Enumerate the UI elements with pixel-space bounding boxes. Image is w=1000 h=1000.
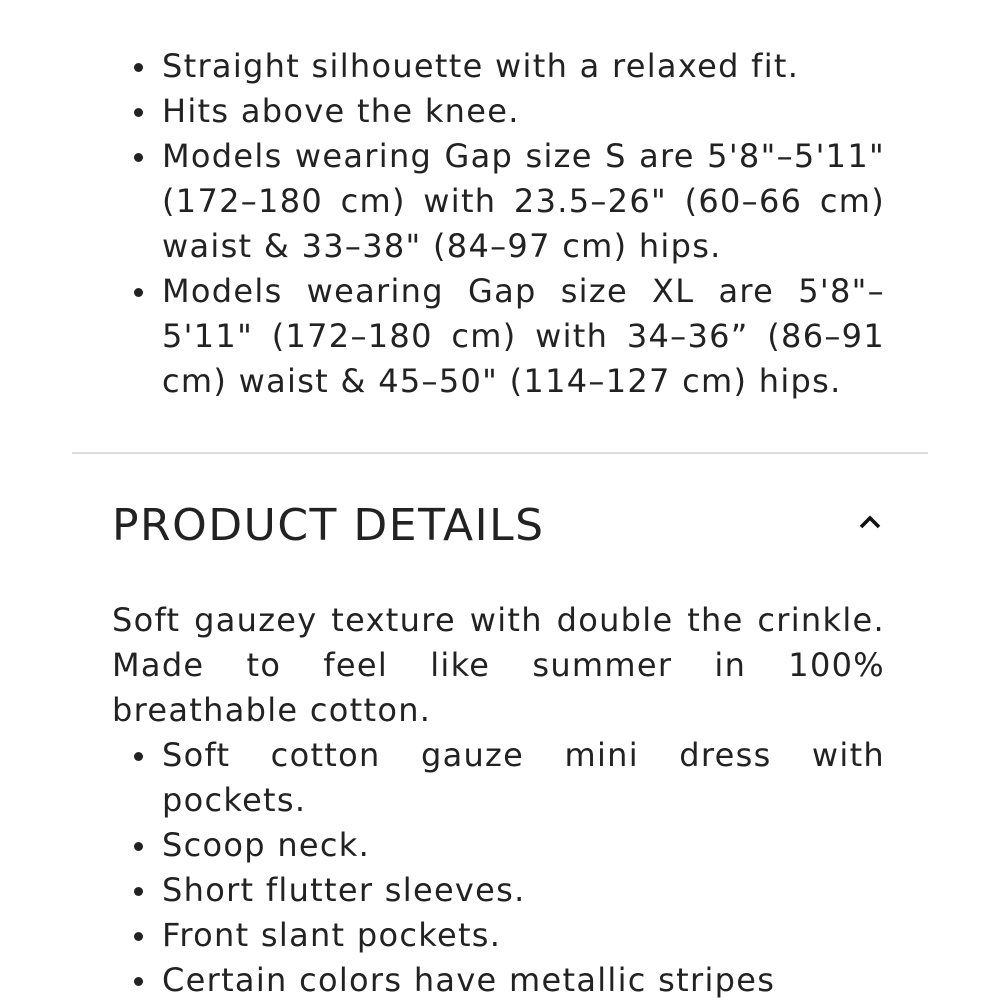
list-item xyxy=(112,733,885,823)
list-item xyxy=(112,44,885,89)
list-item-text: Front slant pockets. xyxy=(162,916,502,954)
fit-details-list xyxy=(112,44,885,404)
list-item xyxy=(112,868,885,913)
list-item xyxy=(112,269,885,404)
product-details-content xyxy=(112,598,885,1000)
list-item xyxy=(112,89,885,134)
bullet-icon xyxy=(134,108,143,117)
section-title: PRODUCT DETAILS xyxy=(112,500,545,551)
product-description: Soft gauzey texture with double the crinkle. Made to feel like summer in 100% breathable cotton. xyxy=(112,601,885,729)
bullet-icon xyxy=(134,153,143,162)
product-details-toggle[interactable] xyxy=(112,496,888,556)
bullet-icon xyxy=(134,288,143,297)
list-item xyxy=(112,958,885,1000)
list-item xyxy=(112,913,885,958)
bullet-icon xyxy=(134,752,143,761)
list-item xyxy=(112,823,885,868)
list-item-text: Scoop neck. xyxy=(162,826,371,864)
list-item-text: Short flutter sleeves. xyxy=(162,871,526,909)
bullet-icon xyxy=(134,842,143,851)
chevron-up-icon[interactable] xyxy=(858,510,882,534)
list-item-text: Hits above the knee. xyxy=(162,92,520,130)
bullet-icon xyxy=(134,63,143,72)
list-item xyxy=(112,134,885,269)
bullet-icon xyxy=(134,977,143,986)
section-divider xyxy=(72,452,928,454)
product-details-list xyxy=(112,733,885,1000)
list-item-text: Straight silhouette with a relaxed fit. xyxy=(162,47,800,85)
bullet-icon xyxy=(134,932,143,941)
bullet-icon xyxy=(134,887,143,896)
list-item-text: Models wearing Gap size S are 5'8"–5'11" (172–180 cm) with 23.5–26" (60–66 cm) waist & 33–38" (84–97 cm) hips. xyxy=(162,137,885,265)
list-item-text: Models wearing Gap size XL are 5'8"–5'11" (172–180 cm) with 34–36” (86–91 cm) waist & 45–50" (114–127 cm) hips. xyxy=(162,272,885,400)
list-item-text: Soft cotton gauze mini dress with pockets. xyxy=(162,736,885,819)
list-item-text: Certain colors have metallic stripes xyxy=(162,961,776,999)
